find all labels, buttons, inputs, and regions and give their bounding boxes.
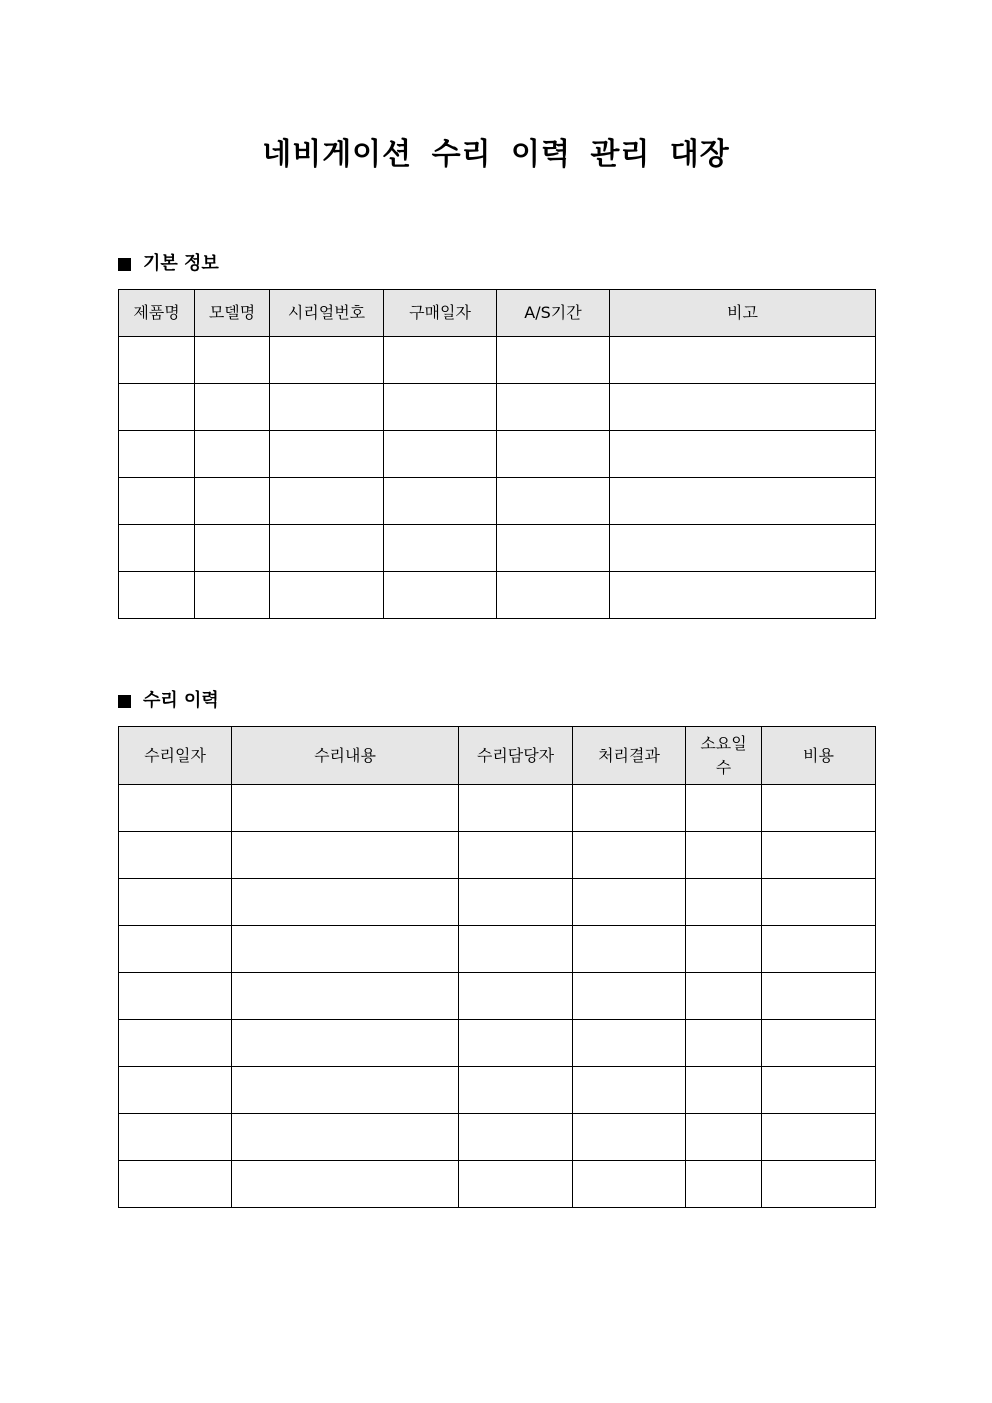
table-row <box>119 384 876 431</box>
column-header: 제품명 <box>119 290 195 337</box>
table-cell[interactable] <box>686 1020 762 1067</box>
table-cell[interactable] <box>232 785 459 832</box>
table-cell[interactable] <box>686 1161 762 1208</box>
table-cell[interactable] <box>119 384 195 431</box>
table-cell[interactable] <box>119 832 232 879</box>
table-cell[interactable] <box>762 1161 876 1208</box>
table-cell[interactable] <box>459 1020 573 1067</box>
table-cell[interactable] <box>195 525 270 572</box>
table-row <box>119 1020 876 1067</box>
table-cell[interactable] <box>610 337 876 384</box>
table-cell[interactable] <box>573 1114 686 1161</box>
table-row <box>119 973 876 1020</box>
table-cell[interactable] <box>119 973 232 1020</box>
table-cell[interactable] <box>384 572 497 619</box>
table-row <box>119 337 876 384</box>
table-cell[interactable] <box>119 1020 232 1067</box>
table-cell[interactable] <box>686 785 762 832</box>
table-cell[interactable] <box>195 431 270 478</box>
table-cell[interactable] <box>762 1114 876 1161</box>
column-header: 수리담당자 <box>459 727 573 785</box>
table-cell[interactable] <box>573 785 686 832</box>
table-row <box>119 1114 876 1161</box>
table-header-row <box>119 290 876 337</box>
section-heading-label: 수리 이력 <box>143 690 219 711</box>
table-cell[interactable] <box>232 1020 459 1067</box>
square-bullet-icon <box>118 258 131 271</box>
table-cell[interactable] <box>459 1161 573 1208</box>
table-cell[interactable] <box>497 337 610 384</box>
table-row <box>119 785 876 832</box>
table-cell[interactable] <box>384 525 497 572</box>
table-row <box>119 572 876 619</box>
table-cell[interactable] <box>459 832 573 879</box>
table-cell[interactable] <box>497 431 610 478</box>
basic-info-table <box>118 289 876 619</box>
table-row <box>119 478 876 525</box>
table-cell[interactable] <box>119 337 195 384</box>
table-cell[interactable] <box>270 478 384 525</box>
table-cell[interactable] <box>232 973 459 1020</box>
table-cell[interactable] <box>195 384 270 431</box>
table-cell[interactable] <box>686 832 762 879</box>
table-cell[interactable] <box>459 926 573 973</box>
table-cell[interactable] <box>762 879 876 926</box>
table-row <box>119 832 876 879</box>
table-cell[interactable] <box>119 572 195 619</box>
square-bullet-icon <box>118 695 131 708</box>
table-cell[interactable] <box>459 1067 573 1114</box>
column-header: 비고 <box>610 290 876 337</box>
table-cell[interactable] <box>119 1067 232 1114</box>
column-header: 모델명 <box>195 290 270 337</box>
table-cell[interactable] <box>573 1161 686 1208</box>
table-cell[interactable] <box>686 1067 762 1114</box>
table-cell[interactable] <box>195 478 270 525</box>
table-cell[interactable] <box>119 879 232 926</box>
column-header: 비용 <box>762 727 876 785</box>
table-cell[interactable] <box>610 478 876 525</box>
table-cell[interactable] <box>497 478 610 525</box>
table-cell[interactable] <box>119 431 195 478</box>
table-cell[interactable] <box>762 832 876 879</box>
table-cell[interactable] <box>497 572 610 619</box>
table-cell[interactable] <box>195 572 270 619</box>
table-cell[interactable] <box>232 1067 459 1114</box>
table-cell[interactable] <box>762 785 876 832</box>
column-header: 처리결과 <box>573 727 686 785</box>
table-cell[interactable] <box>384 478 497 525</box>
table-cell[interactable] <box>232 1114 459 1161</box>
table-cell[interactable] <box>762 1020 876 1067</box>
table-cell[interactable] <box>686 926 762 973</box>
table-cell[interactable] <box>119 785 232 832</box>
column-header: 수리일자 <box>119 727 232 785</box>
table-cell[interactable] <box>270 337 384 384</box>
table-cell[interactable] <box>232 1161 459 1208</box>
document-title: 네비게이션 수리 이력 관리 대장 <box>262 137 730 172</box>
table-cell[interactable] <box>119 926 232 973</box>
table-cell[interactable] <box>270 525 384 572</box>
table-row <box>119 879 876 926</box>
table-cell[interactable] <box>195 337 270 384</box>
table-cell[interactable] <box>610 384 876 431</box>
table-cell[interactable] <box>686 879 762 926</box>
section-heading-label: 기본 정보 <box>143 253 219 274</box>
table-cell[interactable] <box>573 879 686 926</box>
table-cell[interactable] <box>270 572 384 619</box>
column-header: 구매일자 <box>384 290 497 337</box>
table-row <box>119 926 876 973</box>
table-cell[interactable] <box>270 384 384 431</box>
table-cell[interactable] <box>573 1067 686 1114</box>
table-cell[interactable] <box>762 926 876 973</box>
table-cell[interactable] <box>610 431 876 478</box>
table-cell[interactable] <box>459 1114 573 1161</box>
table-cell[interactable] <box>459 879 573 926</box>
table-cell[interactable] <box>573 973 686 1020</box>
table-cell[interactable] <box>384 384 497 431</box>
table-cell[interactable] <box>610 525 876 572</box>
column-header: 수리내용 <box>232 727 459 785</box>
repair-history-table <box>118 726 876 1208</box>
column-header: 시리얼번호 <box>270 290 384 337</box>
table-cell[interactable] <box>232 832 459 879</box>
table-cell[interactable] <box>573 1020 686 1067</box>
table-cell[interactable] <box>232 879 459 926</box>
table-cell[interactable] <box>270 431 384 478</box>
table-cell[interactable] <box>762 973 876 1020</box>
section-heading-repair-history <box>118 689 219 713</box>
table-cell[interactable] <box>459 973 573 1020</box>
table-cell[interactable] <box>119 478 195 525</box>
table-cell[interactable] <box>686 1114 762 1161</box>
table-cell[interactable] <box>573 832 686 879</box>
table-cell[interactable] <box>119 1161 232 1208</box>
table-row <box>119 1067 876 1114</box>
column-header: A/S기간 <box>497 290 610 337</box>
table-row <box>119 431 876 478</box>
table-row <box>119 525 876 572</box>
table-cell[interactable] <box>686 973 762 1020</box>
table-cell[interactable] <box>119 1114 232 1161</box>
table-cell[interactable] <box>497 384 610 431</box>
column-header: 소요일 수 <box>686 727 762 785</box>
table-cell[interactable] <box>762 1067 876 1114</box>
table-cell[interactable] <box>610 572 876 619</box>
table-row <box>119 1161 876 1208</box>
section-heading-basic-info <box>118 252 219 276</box>
table-cell[interactable] <box>459 785 573 832</box>
table-cell[interactable] <box>573 926 686 973</box>
table-cell[interactable] <box>497 525 610 572</box>
table-cell[interactable] <box>384 431 497 478</box>
table-cell[interactable] <box>384 337 497 384</box>
table-header-row <box>119 727 876 785</box>
table-cell[interactable] <box>119 525 195 572</box>
table-cell[interactable] <box>232 926 459 973</box>
